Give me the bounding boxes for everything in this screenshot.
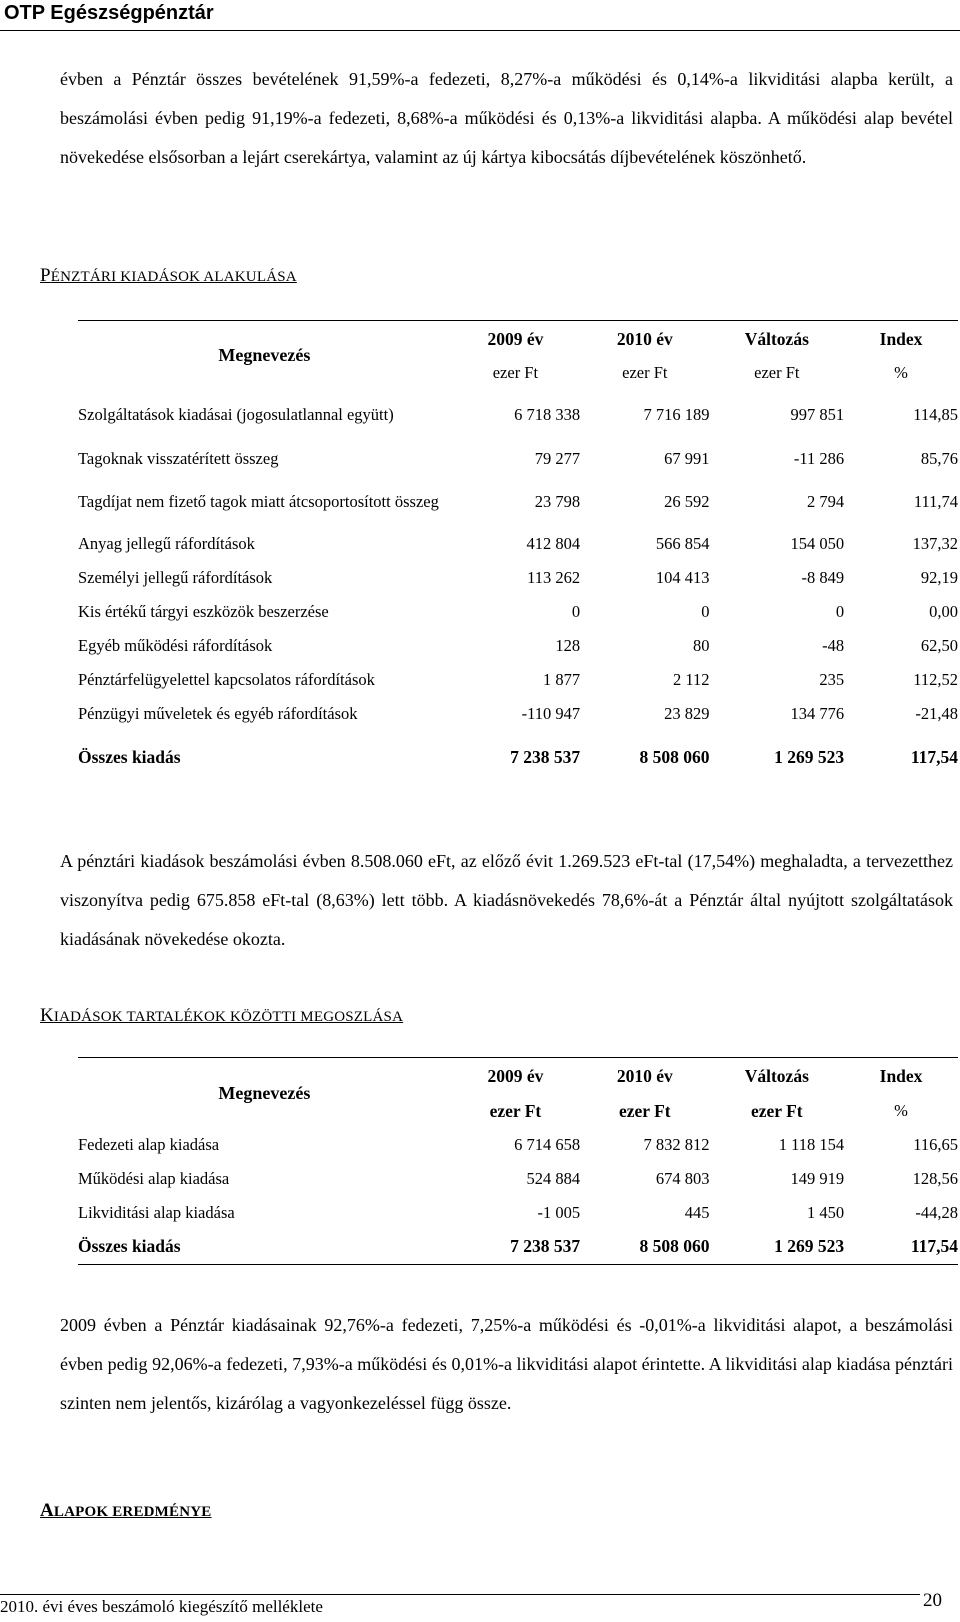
total-change: 1 269 523 — [774, 746, 845, 767]
unit-2009: ezer Ft — [489, 1100, 542, 1121]
table-row — [78, 629, 958, 663]
row-name: Szolgáltatások kiadásai (jogosulatlannal együtt) — [78, 405, 394, 424]
row-index: 114,85 — [913, 405, 958, 424]
total-2009: 7 238 537 — [510, 746, 581, 767]
table-row — [78, 477, 958, 527]
row-2010: 566 854 — [655, 534, 710, 553]
row-index: 92,19 — [920, 568, 958, 587]
row-index: 116,65 — [913, 1135, 958, 1154]
row-2010: 7 716 189 — [643, 405, 710, 424]
heading-rest: IADÁSOK TARTALÉKOK KÖZÖTTI MEGOSZLÁSA — [53, 1009, 404, 1025]
row-index: 137,32 — [912, 534, 958, 553]
total-2010: 8 508 060 — [639, 1236, 710, 1257]
closing-paragraph: 2009 évben a Pénztár kiadásainak 92,76%-a fedezeti, 7,25%-a működési és -0,01%-a likviditási alapot, a beszámolási évben pedig 92,06%-a fedezeti, 7,93%-a működési és 0,01%-a likviditási alapot érintette. A likviditási alap kiadása pénztári szinten nem jelentős, kizárólag a vagyonkezeléssel függ össze. — [60, 1315, 953, 1413]
total-index: 117,54 — [910, 1236, 958, 1257]
row-index: 0,00 — [929, 602, 958, 621]
row-2010: 445 — [684, 1203, 710, 1222]
middle-paragraph: A pénztári kiadások beszámolási évben 8.508.060 eFt, az előző évit 1.269.523 eFt-tal (17,54%) meghaladta, a tervezetthez viszonyítva pedig 675.858 eFt-tal (8,63%) lett több. A kiadásnövekedés 78,6%-át a Pénztár által nyújtott szolgáltatások kiadásának növekedése okozta. — [60, 851, 953, 949]
heading-initial: A — [40, 1500, 54, 1521]
row-2009: 1 877 — [542, 670, 581, 689]
row-index: 111,74 — [913, 492, 958, 511]
total-change: 1 269 523 — [774, 1236, 845, 1257]
row-index: 85,76 — [920, 449, 958, 468]
table-row — [78, 561, 958, 595]
section-heading-penztari-kiadasok — [40, 265, 297, 287]
column-header-2009: 2009 év — [487, 1065, 544, 1086]
total-index: 117,54 — [910, 746, 958, 767]
row-2009: 6 714 658 — [514, 1135, 581, 1154]
row-change: 154 050 — [790, 534, 845, 553]
row-change: 0 — [835, 602, 845, 621]
row-2009: 524 884 — [526, 1169, 581, 1188]
heading-rest: LAPOK EREDMÉNYE — [53, 1504, 212, 1520]
total-row — [78, 731, 958, 783]
row-index: -44,28 — [915, 1203, 958, 1222]
row-name: Tagoknak visszatérített összeg — [78, 449, 279, 468]
row-2009: 128 — [555, 636, 581, 655]
row-2009: 6 718 338 — [514, 405, 581, 424]
row-change: 235 — [819, 670, 845, 689]
row-2010: 23 829 — [664, 704, 710, 723]
heading-rest: ÉNZTÁRI KIADÁSOK ALAKULÁSA — [50, 269, 297, 285]
row-name: Pénztárfelügyelettel kapcsolatos ráfordítások — [78, 670, 375, 689]
footer-text: 2010. évi éves beszámoló kiegészítő melléklete — [0, 1597, 323, 1616]
row-2010: 26 592 — [664, 492, 710, 511]
row-2009: 412 804 — [526, 534, 581, 553]
column-header-name: Megnevezés — [218, 344, 311, 365]
table-row — [78, 1162, 958, 1196]
intro-paragraph: évben a Pénztár összes bevételének 91,59%-a fedezeti, 8,27%-a működési és 0,14%-a likviditási alapba került, a beszámolási évben pedig 91,19%-a fedezeti, 8,68%-a működési és 0,13%-a likviditási alapba. A működési alap bevétel növekedése elsősorban a lejárt cserekártya, valamint az új kártya kibocsátás díjbevételének köszönhető. — [60, 69, 953, 167]
row-2009: 23 798 — [534, 492, 581, 511]
unit-2010: ezer Ft — [618, 1100, 671, 1121]
heading-initial: P — [40, 265, 51, 286]
row-name: Pénzügyi műveletek és egyéb ráfordítások — [78, 704, 358, 723]
table-row — [78, 663, 958, 697]
row-change: 2 794 — [806, 492, 845, 511]
row-name: Egyéb működési ráfordítások — [78, 636, 273, 655]
row-2010: 674 803 — [655, 1169, 710, 1188]
total-row — [78, 1230, 958, 1264]
row-change: 134 776 — [790, 704, 845, 723]
row-name: Fedezeti alap kiadása — [78, 1135, 220, 1154]
kiadasok-megoszlasa-table — [78, 1057, 958, 1265]
unit-index: % — [894, 1101, 908, 1120]
row-change: 1 118 154 — [778, 1135, 845, 1154]
row-2009: 79 277 — [534, 449, 581, 468]
row-index: 112,52 — [913, 670, 958, 689]
column-header-name: Megnevezés — [218, 1082, 311, 1103]
header-divider — [0, 30, 960, 31]
row-change: -48 — [822, 636, 845, 655]
total-2009: 7 238 537 — [510, 1236, 581, 1257]
unit-index: % — [894, 363, 908, 382]
row-change: 997 851 — [790, 405, 845, 424]
row-2009: 0 — [571, 602, 581, 621]
row-2010: 80 — [693, 636, 710, 655]
row-2009: -1 005 — [537, 1203, 581, 1222]
row-2010: 2 112 — [673, 670, 710, 689]
row-2010: 67 991 — [664, 449, 710, 468]
kiadasok-alakulasa-table — [78, 320, 958, 783]
row-name: Anyag jellegű ráfordítások — [78, 534, 255, 553]
row-index: 62,50 — [920, 636, 958, 655]
column-header-2010: 2010 év — [616, 1065, 673, 1086]
table-row — [78, 441, 958, 477]
column-header-index: Index — [879, 328, 923, 349]
total-name: Összes kiadás — [78, 746, 181, 767]
section-heading-alapok-eredmenye — [40, 1500, 212, 1522]
row-name: Likviditási alap kiadása — [78, 1203, 235, 1222]
page-number: 20 — [923, 1590, 942, 1611]
row-name: Működési alap kiadása — [78, 1169, 230, 1188]
total-name: Összes kiadás — [78, 1236, 181, 1257]
table-row — [78, 1196, 958, 1230]
row-change: -8 849 — [801, 568, 845, 587]
document-header-title: OTP Egészségpénztár — [4, 2, 214, 24]
footer-divider — [0, 1594, 920, 1595]
row-name: Kis értékű tárgyi eszközök beszerzése — [78, 602, 329, 621]
row-change: 149 919 — [790, 1169, 845, 1188]
row-2009: -110 947 — [521, 704, 581, 723]
column-header-change: Változás — [744, 1065, 809, 1086]
column-header-2010: 2010 év — [616, 328, 673, 349]
column-header-2009: 2009 év — [487, 328, 544, 349]
row-2010: 7 832 812 — [643, 1135, 710, 1154]
row-2010: 104 413 — [655, 568, 710, 587]
heading-initial: K — [40, 1005, 54, 1026]
section-heading-kiadasok-megoszlasa — [40, 1005, 403, 1027]
row-2009: 113 262 — [527, 568, 581, 587]
table-row — [78, 527, 958, 561]
row-index: 128,56 — [912, 1169, 958, 1188]
row-name: Személyi jellegű ráfordítások — [78, 568, 273, 587]
column-header-index: Index — [879, 1065, 923, 1086]
table-row — [78, 595, 958, 629]
column-header-change: Változás — [744, 328, 809, 349]
row-name: Tagdíjat nem fizető tagok miatt átcsoportosított összeg — [78, 492, 439, 511]
total-2010: 8 508 060 — [639, 746, 710, 767]
unit-change: ezer Ft — [750, 1100, 803, 1121]
row-2010: 0 — [701, 602, 710, 621]
unit-2009: ezer Ft — [492, 363, 539, 382]
table-row — [78, 697, 958, 731]
row-change: 1 450 — [806, 1203, 845, 1222]
unit-change: ezer Ft — [754, 363, 800, 382]
row-index: -21,48 — [915, 704, 958, 723]
table-row — [78, 389, 958, 441]
row-change: -11 286 — [793, 449, 845, 468]
table-row — [78, 1128, 958, 1162]
unit-2010: ezer Ft — [622, 363, 668, 382]
